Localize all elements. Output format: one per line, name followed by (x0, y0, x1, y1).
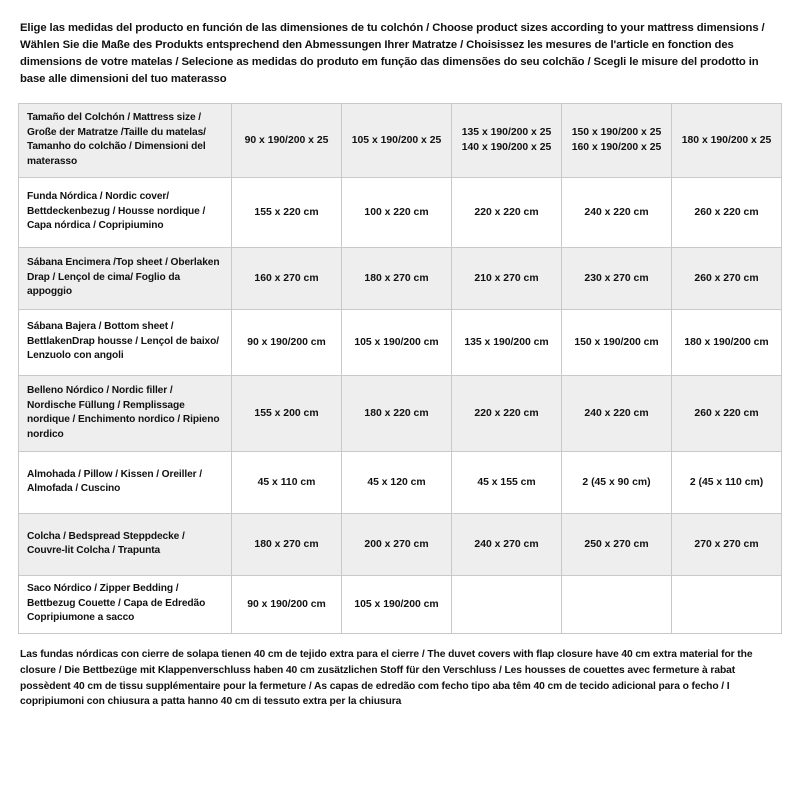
cell-top-sheet-4: 230 x 270 cm (562, 247, 672, 309)
cell-top-sheet-2: 180 x 270 cm (342, 247, 452, 309)
cell-nordic-filler-1: 155 x 200 cm (232, 375, 342, 451)
header-col-3 (452, 103, 562, 177)
cell-duvet-cover-4: 240 x 220 cm (562, 177, 672, 247)
cell-duvet-cover-3: 220 x 220 cm (452, 177, 562, 247)
table-row (19, 575, 782, 633)
cell-pillow-1: 45 x 110 cm (232, 451, 342, 513)
intro-paragraph: Elige las medidas del producto en función de las dimensiones de tu colchón / Choose product sizes according to your mattress dimensions / Wählen Sie die Maße des Produkts entsprechend den Abmessungen Ihrer Matratze / Choisissez les mesures de l'article en fonction des dimensions de votre matelas / Selecione as medidas do produto em função das dimensões do seu colchão / Scegli le misure del prodotto in base alle dimensioni del tuo materasso (20, 22, 765, 86)
header-col-4-line-2: 160 x 190/200 x 25 (571, 142, 662, 154)
table-row (19, 513, 782, 575)
row-label-bedspread: Colcha / Bedspread Steppdecke / Couvre-lit Colcha / Trapunta (19, 513, 232, 575)
cell-bottom-sheet-5: 180 x 190/200 cm (672, 309, 782, 375)
cell-nordic-filler-4: 240 x 220 cm (562, 375, 672, 451)
cell-bottom-sheet-1: 90 x 190/200 cm (232, 309, 342, 375)
header-col-5-line-1: 180 x 190/200 x 25 (681, 134, 772, 146)
cell-zipper-bedding-4 (562, 575, 672, 633)
header-col-4-line-1: 150 x 190/200 x 25 (571, 127, 662, 139)
cell-top-sheet-1: 160 x 270 cm (232, 247, 342, 309)
cell-duvet-cover-5: 260 x 220 cm (672, 177, 782, 247)
cell-nordic-filler-3: 220 x 220 cm (452, 375, 562, 451)
header-col-5 (672, 103, 782, 177)
header-col-1-line-1: 90 x 190/200 x 25 (244, 134, 329, 146)
cell-zipper-bedding-1: 90 x 190/200 cm (232, 575, 342, 633)
cell-pillow-3: 45 x 155 cm (452, 451, 562, 513)
table-row (19, 177, 782, 247)
row-label-pillow: Almohada / Pillow / Kissen / Oreiller / Almofada / Cuscino (19, 451, 232, 513)
row-label-duvet-cover: Funda Nórdica / Nordic cover/ Bettdeckenbezug / Housse nordique / Capa nórdica / Copripiumino (19, 177, 232, 247)
cell-bedspread-5: 270 x 270 cm (672, 513, 782, 575)
cell-nordic-filler-5: 260 x 220 cm (672, 375, 782, 451)
header-label-mattress-size: Tamaño del Colchón / Mattress size / Große der Matratze /Taille du matelas/ Tamanho do colchão / Dimensioni del materasso (19, 103, 232, 177)
cell-duvet-cover-1: 155 x 220 cm (232, 177, 342, 247)
cell-bottom-sheet-3: 135 x 190/200 cm (452, 309, 562, 375)
cell-bedspread-4: 250 x 270 cm (562, 513, 672, 575)
cell-bedspread-3: 240 x 270 cm (452, 513, 562, 575)
header-col-2 (342, 103, 452, 177)
row-label-zipper-bedding: Saco Nórdico / Zipper Bedding / Bettbezug Couette / Capa de Edredão Copripiumone a sacco (19, 575, 232, 633)
cell-top-sheet-3: 210 x 270 cm (452, 247, 562, 309)
cell-top-sheet-5: 260 x 270 cm (672, 247, 782, 309)
header-col-3-line-1: 135 x 190/200 x 25 (461, 127, 552, 139)
cell-zipper-bedding-3 (452, 575, 562, 633)
cell-bedspread-1: 180 x 270 cm (232, 513, 342, 575)
cell-zipper-bedding-5 (672, 575, 782, 633)
row-label-top-sheet: Sábana Encimera /Top sheet / Oberlaken Drap / Lençol de cima/ Foglio da appoggio (19, 247, 232, 309)
cell-pillow-5: 2 (45 x 110 cm) (672, 451, 782, 513)
cell-zipper-bedding-2: 105 x 190/200 cm (342, 575, 452, 633)
header-col-2-line-1: 105 x 190/200 x 25 (351, 134, 442, 146)
cell-bedspread-2: 200 x 270 cm (342, 513, 452, 575)
row-label-nordic-filler: Belleno Nórdico / Nordic filler / Nordische Füllung / Remplissage nordique / Enchimento nordico / Ripieno nordico (19, 375, 232, 451)
cell-bottom-sheet-2: 105 x 190/200 cm (342, 309, 452, 375)
cell-pillow-2: 45 x 120 cm (342, 451, 452, 513)
cell-bottom-sheet-4: 150 x 190/200 cm (562, 309, 672, 375)
table-row (19, 247, 782, 309)
table-row (19, 451, 782, 513)
footnote-paragraph: Las fundas nórdicas con cierre de solapa tienen 40 cm de tejido extra para el cierre / The duvet covers with flap closure have 40 cm extra material for the closure / Die Bettbezüge mit Klappenverschluss haben 40 cm zusätzlichen Stoff für den Verschluss / Les housses de couettes avec fermeture à rabat possèdent 40 cm de tissu supplémentaire pour la fermeture / As capas de edredão com fecho tipo aba têm 40 cm de tecido adicional para o fecho / I copripiumoni con chiusura a patta hanno 40 cm di tessuto extra per la chiusura (20, 648, 753, 708)
table-row (19, 375, 782, 451)
row-label-bottom-sheet: Sábana Bajera / Bottom sheet / BettlakenDrap housse / Lençol de baixo/ Lenzuolo con angoli (19, 309, 232, 375)
header-col-4 (562, 103, 672, 177)
cell-pillow-4: 2 (45 x 90 cm) (562, 451, 672, 513)
cell-nordic-filler-2: 180 x 220 cm (342, 375, 452, 451)
size-guide-table (18, 103, 782, 634)
table-row (19, 309, 782, 375)
header-col-3-line-2: 140 x 190/200 x 25 (461, 142, 552, 154)
header-col-1 (232, 103, 342, 177)
table-header-row (19, 103, 782, 177)
cell-duvet-cover-2: 100 x 220 cm (342, 177, 452, 247)
